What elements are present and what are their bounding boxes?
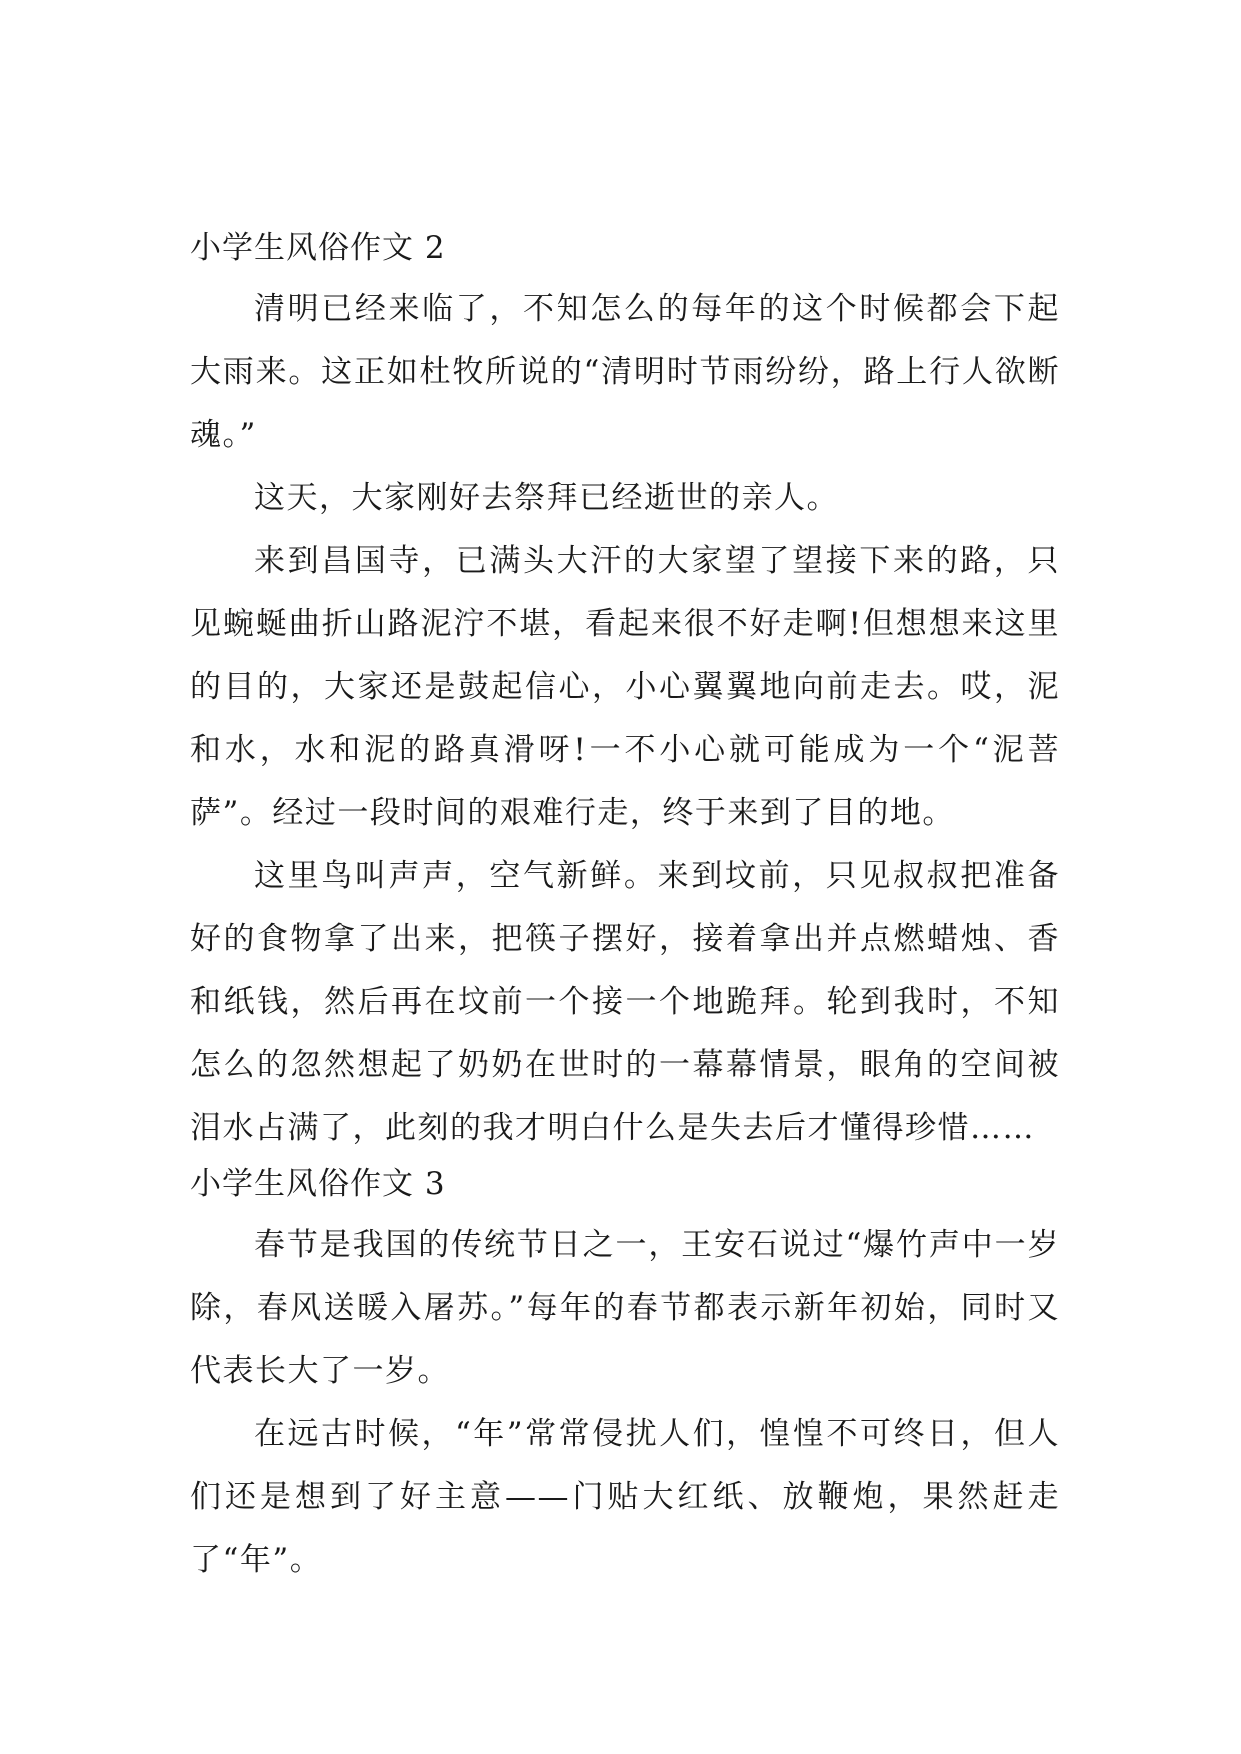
paragraph: 这天，大家刚好去祭拜已经逝世的亲人。 xyxy=(254,480,839,516)
paragraph: 这里鸟叫声声，空气新鲜。来到坟前，只见叔叔把准备好的食物拿了出来，把筷子摆好，接着拿出并点燃蜡烛、香和纸钱，然后再在坟前一个接一个地跪拜。轮到我时，不知怎么的忽然想起了奶奶在世时的一幕幕情景，眼角的空间被泪水占满了，此刻的我才明白什么是失去后才懂得珍惜…… xyxy=(190,858,1060,1146)
section-heading: 小学生风俗作文 3 xyxy=(190,1166,446,1202)
paragraph: 春节是我国的传统节日之一，王安石说过“爆竹声中一岁除，春风送暖入屠苏。”每年的春节都表示新年初始，同时又代表长大了一岁。 xyxy=(190,1227,1060,1389)
essay-section-3 xyxy=(190,1154,1060,1592)
section-heading: 小学生风俗作文 2 xyxy=(190,230,446,266)
paragraph: 清明已经来临了，不知怎么的每年的这个时候都会下起大雨来。这正如杜牧所说的“清明时节雨纷纷，路上行人欲断魂。” xyxy=(190,291,1060,453)
paragraph: 来到昌国寺，已满头大汗的大家望了望接下来的路，只见蜿蜒曲折山路泥泞不堪，看起来很不好走啊!但想想来这里的目的，大家还是鼓起信心，小心翼翼地向前走去。哎，泥和水，水和泥的路真滑呀!一不小心就可能成为一个“泥菩萨”。经过一段时间的艰难行走，终于来到了目的地。 xyxy=(190,543,1060,831)
paragraph: 在远古时候，“年”常常侵扰人们，惶惶不可终日，但人们还是想到了好主意——门贴大红纸、放鞭炮，果然赶走了“年”。 xyxy=(190,1416,1060,1578)
essay-section-2 xyxy=(190,218,1060,1160)
